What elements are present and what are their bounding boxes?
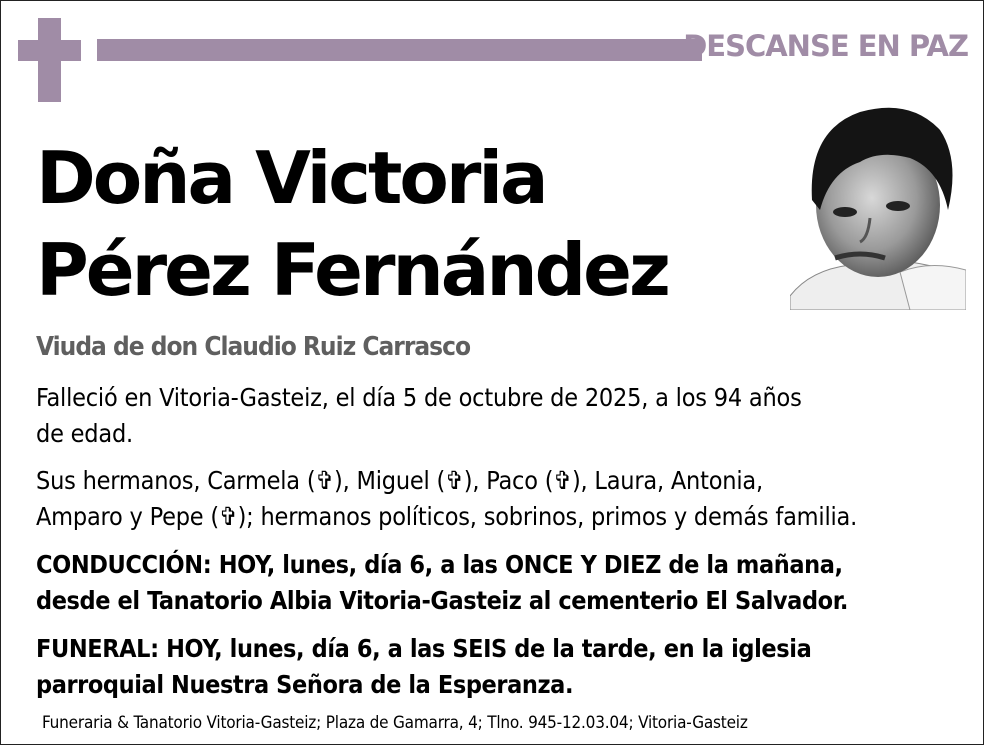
funeral-line-2: parroquial Nuestra Señora de la Esperanza. bbox=[36, 670, 574, 699]
family-line-1: Sus hermanos, Carmela (✞), Miguel (✞), Paco (✞), Laura, Antonia, bbox=[36, 466, 763, 495]
family-line-2: Amparo y Pepe (✞); hermanos políticos, sobrinos, primos y demás familia. bbox=[36, 502, 858, 531]
death-notice-line-1: Falleció en Vitoria-Gasteiz, el día 5 de octubre de 2025, a los 94 años bbox=[36, 383, 802, 412]
family-paragraph bbox=[36, 463, 936, 535]
name-line-2: Pérez Fernández bbox=[36, 228, 668, 312]
deceased-name bbox=[36, 132, 668, 316]
cross-horizontal-bar bbox=[18, 40, 81, 61]
conduction-line-2: desde el Tanatorio Albia Vitoria-Gasteiz al cementerio El Salvador. bbox=[36, 586, 848, 615]
conduction-line-1: CONDUCCIÓN: HOY, lunes, día 6, a las ONCE Y DIEZ de la mañana, bbox=[36, 550, 843, 579]
funeral-paragraph bbox=[36, 631, 936, 703]
header-title: DESCANSE EN PAZ bbox=[683, 29, 968, 63]
funeral-line-1: FUNERAL: HOY, lunes, día 6, a las SEIS de la tarde, en la iglesia bbox=[36, 634, 812, 663]
header-rule bbox=[97, 39, 702, 61]
death-notice-line-2: de edad. bbox=[36, 419, 133, 448]
portrait-photo bbox=[790, 100, 966, 310]
funeral-home-footer: Funeraria & Tanatorio Vitoria-Gasteiz; Plaza de Gamarra, 4; Tlno. 945-12.03.04; Vitoria-Gasteiz bbox=[42, 713, 748, 733]
portrait-illustration bbox=[790, 100, 966, 310]
name-line-1: Doña Victoria bbox=[36, 136, 546, 220]
widow-of-line: Viuda de don Claudio Ruiz Carrasco bbox=[36, 332, 471, 362]
death-notice-paragraph bbox=[36, 380, 936, 452]
conduction-paragraph bbox=[36, 547, 936, 619]
